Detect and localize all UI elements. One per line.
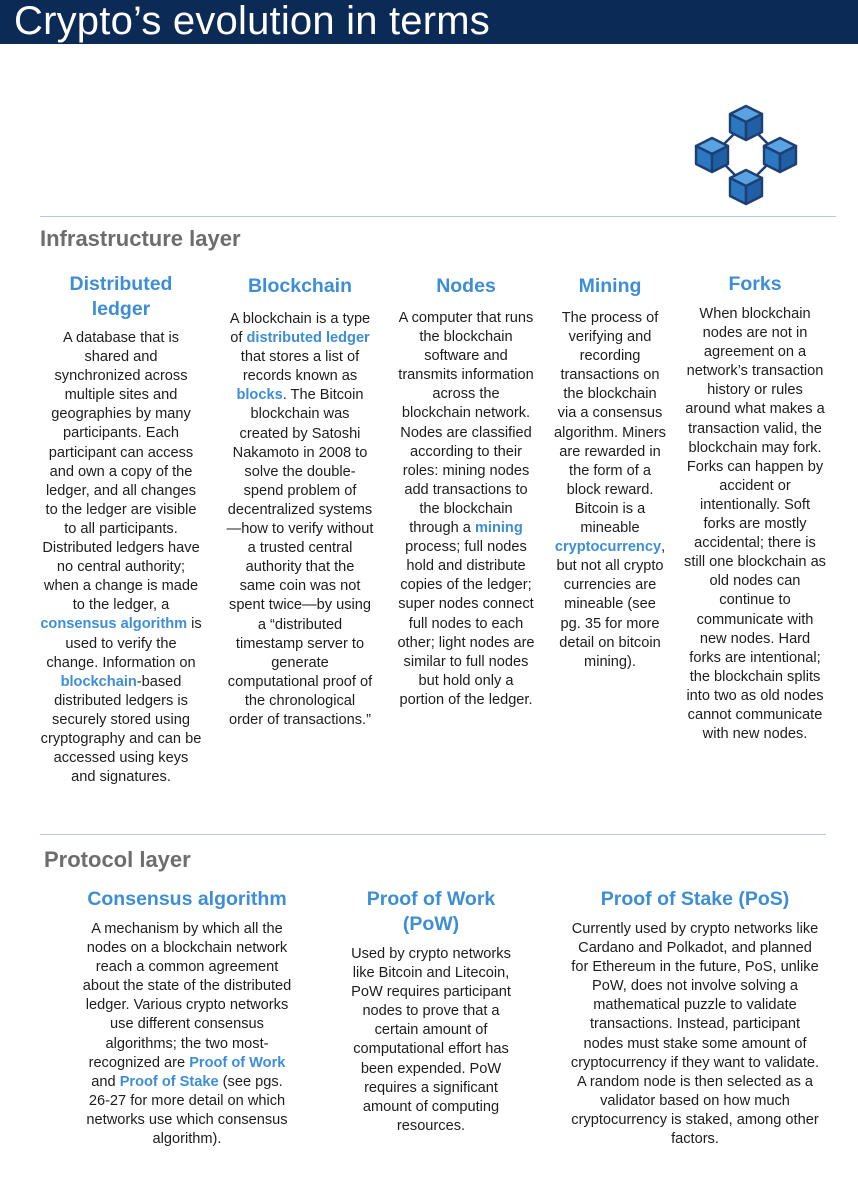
term-heading: Proof of Work (PoW) <box>366 888 496 935</box>
term-definition: A blockchain is a type of distributed ledger that stores a list of records known as blocks. The Bitcoin blockchain was created by Satoshi Nakamoto in 2008 to solve the double-spend problem of decentralized systems—how to verify without a trusted central authority that the same coin was not spent twice—by using a “distributed timestamp server to generate computational proof of the chronological order of transactions.” <box>226 311 374 728</box>
cube-bottom <box>730 170 762 204</box>
link-mining[interactable]: mining <box>474 520 523 537</box>
infrastructure-layer-title: Infrastructure layer <box>40 226 241 251</box>
cube-left <box>696 138 728 172</box>
cube-right <box>764 138 796 172</box>
blockchain-cubes-icon <box>692 102 800 210</box>
link-distributed-ledger[interactable]: distributed ledger <box>246 330 370 347</box>
protocol-layer-title: Protocol layer <box>44 847 191 872</box>
term-forks <box>683 272 827 744</box>
term-definition: When blockchain nodes are not in agreement on a network’s transaction history or rules around what makes a transaction valid, the blockchain may fork. Forks can happen by accident or intentionally. Soft forks are mostly accidental; there is still one blockchain as old nodes can continue to communicate with new nodes. Hard forks are intentional; the blockchain splits into two as old nodes cannot communicate with new nodes. <box>684 306 826 743</box>
divider-middle <box>40 834 826 835</box>
term-consensus-algorithm <box>82 887 292 1149</box>
term-distributed-ledger <box>40 272 202 787</box>
link-proof-of-stake[interactable]: Proof of Stake <box>119 1073 219 1090</box>
link-consensus-algorithm[interactable]: consensus algorithm <box>40 616 188 633</box>
term-definition: The process of verifying and recording transactions on the blockchain via a consensus algorithm. Miners are rewarded in the form of a block reward. Bitcoin is a mineable cryptocurrency, but not all crypto currencies are mineable (see pg. 35 for more detail on bitcoin mining). <box>554 310 666 670</box>
term-definition: A mechanism by which all the nodes on a blockchain network reach a common agreement about the state of the distributed ledger. Various crypto networks use different consensus algorithms; the two most-recognized are Proof of Work and Proof of Stake (see pgs. 26-27 for more detail on which networks use which consensus algorithm). <box>82 921 292 1148</box>
term-heading: Proof of Stake (PoS) <box>600 888 790 910</box>
divider-top <box>40 216 836 217</box>
term-nodes <box>397 274 535 710</box>
link-cryptocurrency[interactable]: cryptocurrency <box>554 539 662 556</box>
cube-top <box>730 106 762 140</box>
title-bar <box>0 0 858 44</box>
term-proof-of-stake <box>570 887 820 1149</box>
link-blocks[interactable]: blocks <box>236 387 283 404</box>
term-definition: Used by crypto networks like Bitcoin and Litecoin, PoW requires participant nodes to prove that a certain amount of computational effort has been expended. PoW requires a significant amount of computing resources. <box>351 946 511 1134</box>
term-definition: A computer that runs the blockchain software and transmits information across the blockchain network. Nodes are classified according to their roles: mining nodes add transactions to the blockchain through a mining process; full nodes hold and distribute copies of the ledger; super nodes connect full nodes to each other; light nodes are similar to full nodes but hold only a portion of the ledger. <box>397 310 535 708</box>
term-blockchain <box>226 274 374 730</box>
term-heading: Nodes <box>436 275 496 297</box>
term-heading: Blockchain <box>247 275 353 297</box>
link-proof-of-work[interactable]: Proof of Work <box>189 1054 286 1071</box>
link-blockchain[interactable]: blockchain <box>60 673 137 690</box>
term-definition: A database that is shared and synchronized across multiple sites and geographies by many participants. Each participant can access and own a copy of the ledger, and all changes to the ledger are visible to all participants. Distributed ledgers have no central authority; when a change is made to the ledger, a consensus algorithm is used to verify the change. Information on blockchain-based distributed ledgers is securely stored using cryptography and can be accessed using keys and signatures. <box>40 330 202 786</box>
page-title: Crypto’s evolution in terms <box>14 0 490 43</box>
term-heading: Forks <box>728 273 782 295</box>
term-mining <box>553 274 667 672</box>
term-heading: Consensus algorithm <box>87 888 287 910</box>
term-definition: Currently used by crypto networks like Cardano and Polkadot, and planned for Ethereum in the future, PoS, unlike PoW, does not involve solving a mathematical puzzle to validate transactions. Instead, participant nodes must stake some amount of cryptocurrency if they want to validate. A random node is then selected as a validator based on how much cryptocurrency is staked, among other factors. <box>570 921 820 1148</box>
term-proof-of-work <box>339 887 523 1136</box>
term-heading: Distributed ledger <box>69 273 173 320</box>
term-heading: Mining <box>578 275 642 297</box>
